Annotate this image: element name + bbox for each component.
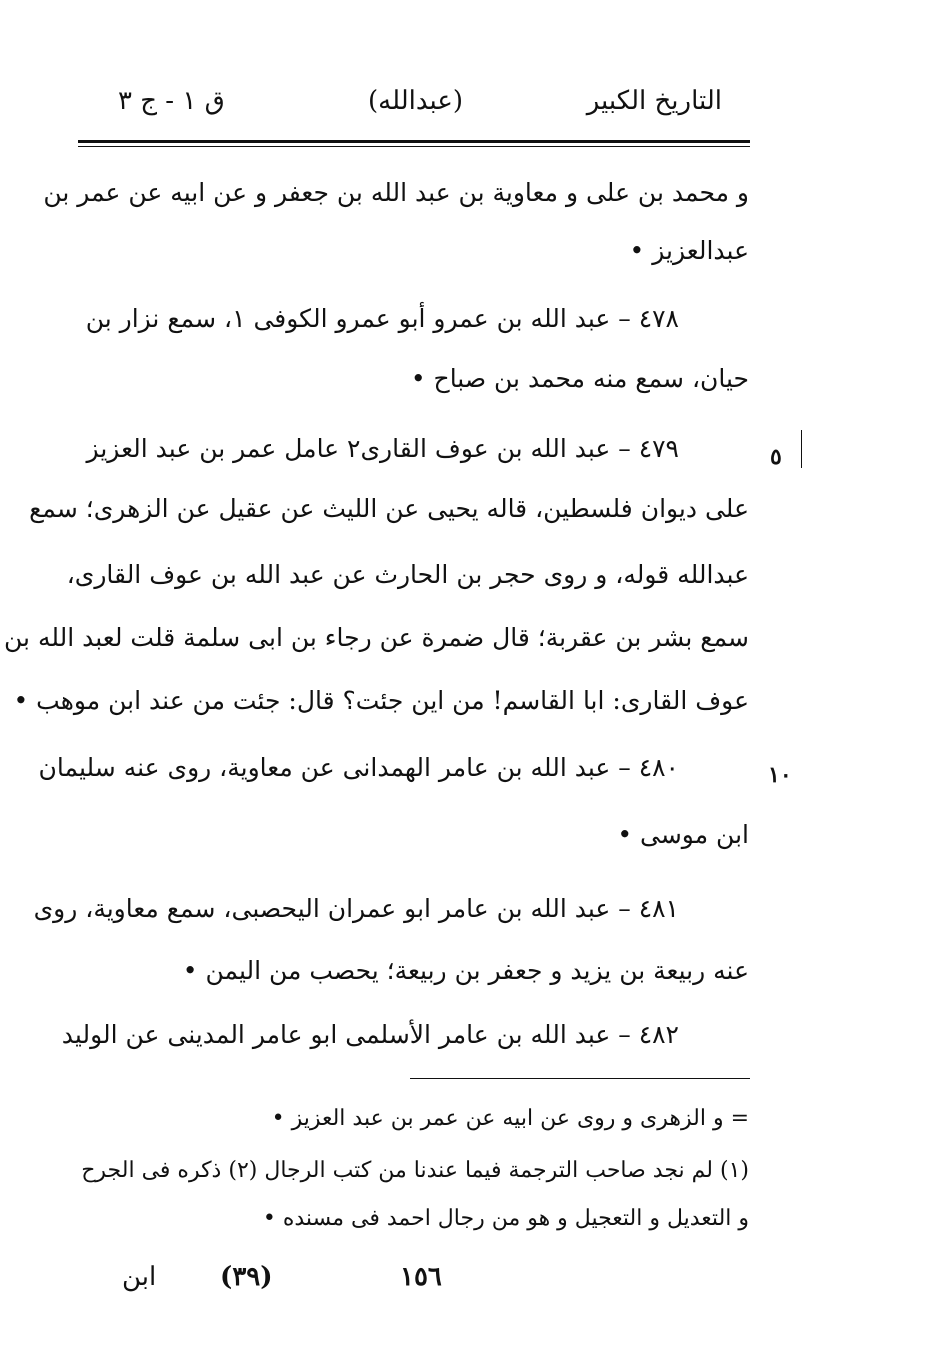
body-line-1: و محمد بن على و معاوية بن عبد الله بن جعفر و عن ابيه عن عمر بن bbox=[43, 178, 749, 207]
section-title: (عبدالله) bbox=[368, 86, 463, 116]
footnote-2-cont: و التعديل و التعجيل و هو من رجال احمد فى مسنده • bbox=[262, 1206, 749, 1231]
entry-478-line-2: حيان، سمع منه محمد بن صباح • bbox=[410, 364, 749, 393]
entry-482-line-1: ٤٨٢ – عبد الله بن عامر الأسلمى ابو عامر المدينى عن الوليد bbox=[61, 1020, 679, 1049]
volume-marker: ق ١ - ج ٣ bbox=[118, 86, 225, 116]
header-rule-thin bbox=[78, 146, 750, 147]
entry-481-line-2: عنه ربيعة بن يزيد و جعفر بن ربيعة؛ يحصب من اليمن • bbox=[182, 956, 749, 985]
entry-479-line-1: ٤٧٩ – عبد الله بن عوف القارى٢ عامل عمر بن عبد العزيز bbox=[86, 434, 679, 463]
entry-479-line-3: عبدالله قوله، و روى حجر بن الحارث عن عبد الله بن عوف القارى، bbox=[66, 560, 749, 589]
margin-tick bbox=[801, 430, 802, 468]
entry-480-line-2: ابن موسى • bbox=[617, 820, 749, 849]
page-number: ١٥٦ bbox=[400, 1262, 442, 1292]
entry-481-line-1: ٤٨١ – عبد الله بن عامر ابو عمران اليحصبى، سمع معاوية، روى bbox=[33, 894, 679, 923]
book-title: التاريخ الكبير bbox=[586, 86, 722, 116]
entry-479-line-2: على ديوان فلسطين، قاله يحيى عن الليث عن عقيل عن الزهرى؛ سمع bbox=[29, 494, 749, 523]
footnote-separator bbox=[410, 1078, 750, 1079]
signature-mark: (٣٩) bbox=[220, 1262, 273, 1292]
margin-line-number-10: ١٠ bbox=[768, 762, 792, 788]
entry-478-line-1: ٤٧٨ – عبد الله بن عمرو أبو عمرو الكوفى ١، سمع نزار بن bbox=[85, 304, 679, 333]
catchword: ابن bbox=[122, 1262, 157, 1292]
entry-479-line-4: سمع بشر بن عقربة؛ قال ضمرة عن رجاء بن ابى سلمة قلت لعبد الله بن bbox=[4, 623, 749, 652]
margin-line-number-5: ٥ bbox=[770, 444, 782, 470]
entry-480-line-1: ٤٨٠ – عبد الله بن عامر الهمدانى عن معاوية، روى عنه سليمان bbox=[38, 753, 679, 782]
header-rule-thick bbox=[78, 140, 750, 143]
footnote-continuation: = و الزهرى و روى عن ابيه عن عمر بن عبد العزيز • bbox=[271, 1106, 749, 1131]
footnote-1-2: (١) لم نجد صاحب الترجمة فيما عندنا من كتب الرجال (٢) ذكره فى الجرح bbox=[81, 1158, 749, 1183]
entry-479-line-5: عوف القارى: ابا القاسم! من اين جئت؟ قال: جئت من عند ابن موهب • bbox=[13, 686, 749, 715]
body-line-2: عبدالعزيز • bbox=[629, 236, 749, 265]
